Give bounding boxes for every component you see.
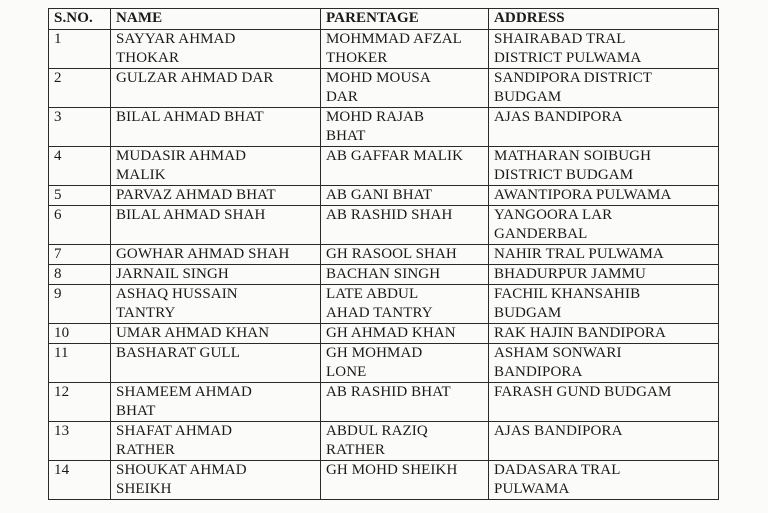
cell-parentage: AB GAFFAR MALIK (321, 147, 489, 186)
cell-sno: 7 (49, 245, 111, 265)
cell-parentage: MOHD RAJAB BHAT (321, 108, 489, 147)
cell-address: AJAS BANDIPORA (489, 108, 719, 147)
cell-name: SHOUKAT AHMAD SHEIKH (111, 461, 321, 500)
header-name: NAME (111, 9, 321, 30)
table-row (49, 206, 719, 245)
cell-sno: 9 (49, 285, 111, 324)
cell-address: DADASARA TRAL PULWAMA (489, 461, 719, 500)
table-row (49, 265, 719, 285)
cell-name: SAYYAR AHMAD THOKAR (111, 30, 321, 69)
cell-address: ASHAM SONWARI BANDIPORA (489, 344, 719, 383)
cell-sno: 4 (49, 147, 111, 186)
table-row (49, 324, 719, 344)
header-address: ADDRESS (489, 9, 719, 30)
cell-name: SHAFAT AHMAD RATHER (111, 422, 321, 461)
table-row (49, 147, 719, 186)
cell-address: FARASH GUND BUDGAM (489, 383, 719, 422)
cell-name: GULZAR AHMAD DAR (111, 69, 321, 108)
table-row (49, 245, 719, 265)
cell-name: PARVAZ AHMAD BHAT (111, 186, 321, 206)
cell-parentage: MOHMMAD AFZAL THOKER (321, 30, 489, 69)
cell-parentage: BACHAN SINGH (321, 265, 489, 285)
table-row (49, 344, 719, 383)
cell-sno: 3 (49, 108, 111, 147)
cell-name: ASHAQ HUSSAIN TANTRY (111, 285, 321, 324)
cell-address: NAHIR TRAL PULWAMA (489, 245, 719, 265)
cell-address: AWANTIPORA PULWAMA (489, 186, 719, 206)
table-row (49, 30, 719, 69)
table-row (49, 461, 719, 500)
cell-name: SHAMEEM AHMAD BHAT (111, 383, 321, 422)
cell-sno: 2 (49, 69, 111, 108)
table-row (49, 285, 719, 324)
document-page (48, 8, 718, 500)
cell-sno: 1 (49, 30, 111, 69)
cell-name: MUDASIR AHMAD MALIK (111, 147, 321, 186)
cell-parentage: ABDUL RAZIQ RATHER (321, 422, 489, 461)
cell-address: BHADURPUR JAMMU (489, 265, 719, 285)
cell-sno: 12 (49, 383, 111, 422)
persons-table (48, 8, 719, 500)
cell-name: UMAR AHMAD KHAN (111, 324, 321, 344)
cell-parentage: GH MOHMAD LONE (321, 344, 489, 383)
cell-sno: 10 (49, 324, 111, 344)
header-sno: S.NO. (49, 9, 111, 30)
cell-name: BILAL AHMAD BHAT (111, 108, 321, 147)
cell-name: BILAL AHMAD SHAH (111, 206, 321, 245)
table-header-row (49, 9, 719, 30)
cell-address: YANGOORA LAR GANDERBAL (489, 206, 719, 245)
cell-sno: 11 (49, 344, 111, 383)
cell-address: MATHARAN SOIBUGH DISTRICT BUDGAM (489, 147, 719, 186)
table-row (49, 108, 719, 147)
table-row (49, 69, 719, 108)
table-row (49, 186, 719, 206)
cell-parentage: GH AHMAD KHAN (321, 324, 489, 344)
cell-address: SANDIPORA DISTRICT BUDGAM (489, 69, 719, 108)
cell-parentage: AB GANI BHAT (321, 186, 489, 206)
table-row (49, 422, 719, 461)
cell-address: AJAS BANDIPORA (489, 422, 719, 461)
cell-parentage: LATE ABDUL AHAD TANTRY (321, 285, 489, 324)
cell-parentage: AB RASHID BHAT (321, 383, 489, 422)
header-parentage: PARENTAGE (321, 9, 489, 30)
cell-sno: 14 (49, 461, 111, 500)
cell-address: FACHIL KHANSAHIB BUDGAM (489, 285, 719, 324)
cell-address: SHAIRABAD TRAL DISTRICT PULWAMA (489, 30, 719, 69)
cell-parentage: GH RASOOL SHAH (321, 245, 489, 265)
cell-sno: 13 (49, 422, 111, 461)
cell-address: RAK HAJIN BANDIPORA (489, 324, 719, 344)
cell-name: GOWHAR AHMAD SHAH (111, 245, 321, 265)
cell-parentage: GH MOHD SHEIKH (321, 461, 489, 500)
cell-sno: 5 (49, 186, 111, 206)
cell-sno: 6 (49, 206, 111, 245)
table-row (49, 383, 719, 422)
cell-sno: 8 (49, 265, 111, 285)
cell-name: BASHARAT GULL (111, 344, 321, 383)
cell-parentage: AB RASHID SHAH (321, 206, 489, 245)
cell-parentage: MOHD MOUSA DAR (321, 69, 489, 108)
cell-name: JARNAIL SINGH (111, 265, 321, 285)
